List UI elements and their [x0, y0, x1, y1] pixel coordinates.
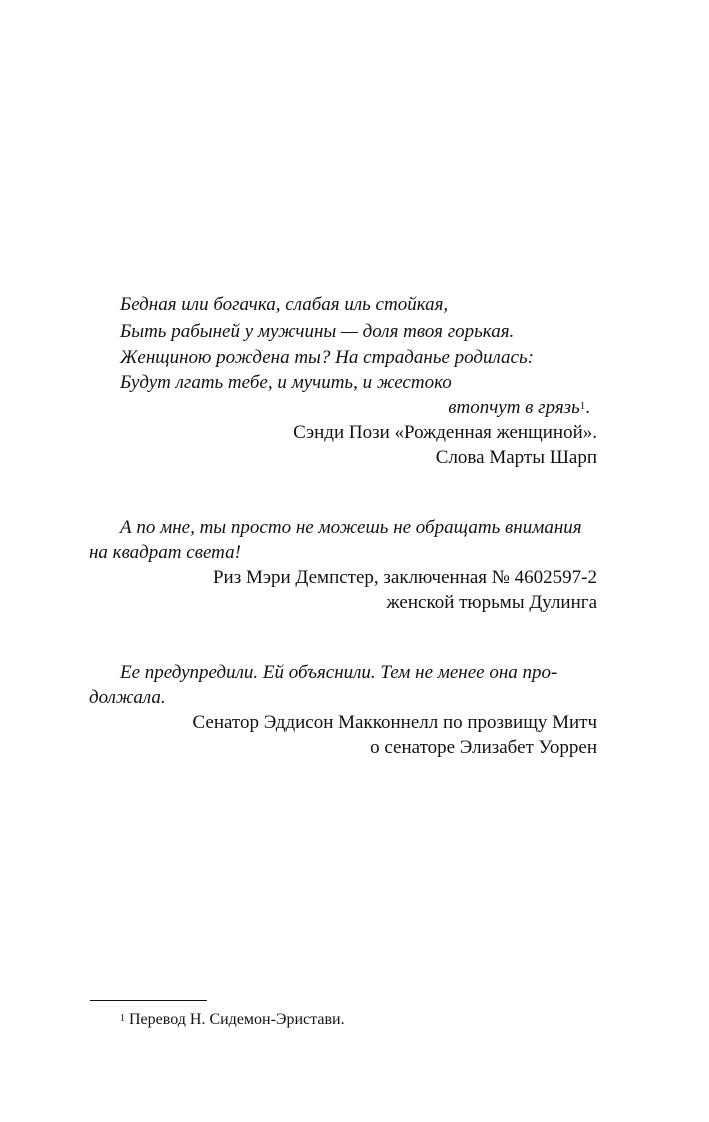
attribution-line-1: Сенатор Эддисон Макконнелл по прозвищу Митч — [192, 712, 597, 733]
verse-line-5-punct: . — [585, 397, 590, 418]
quote-line-1: А по мне, ты просто не можешь не обращать внимания — [120, 517, 582, 538]
verse-line-2: Быть рабыней у мужчины — доля твоя горькая. — [120, 321, 515, 342]
quote-line-2: должала. — [89, 687, 166, 708]
verse-line-5-text: втопчут в грязь — [448, 397, 580, 418]
attribution-line-2: Слова Марты Шарп — [435, 447, 597, 468]
attribution-line-2: о сенаторе Элизабет Уоррен — [370, 737, 597, 758]
verse-line-5 — [448, 396, 590, 420]
quote-line-2: на квадрат света! — [89, 542, 241, 563]
footnote-mark: 1 — [120, 1013, 125, 1024]
footnote — [120, 1010, 345, 1030]
verse-line-4: Будут лгать тебе, и мучить, и жестоко — [120, 372, 452, 393]
verse-line-1: Бедная или богачка, слабая иль стойкая, — [120, 294, 449, 315]
verse-line-3: Женщиною рождена ты? На страданье родилась: — [120, 347, 534, 368]
footnote-text: Перевод Н. Сидемон-Эристави. — [129, 1011, 345, 1028]
attribution-line-2: женской тюрьмы Дулинга — [386, 592, 597, 613]
footnote-divider — [90, 1000, 207, 1001]
footnote-reference: 1 — [579, 400, 586, 412]
attribution-line-1: Сэнди Пози «Рожденная женщиной». — [293, 422, 597, 443]
attribution-line-1: Риз Мэри Демпстер, заключенная № 4602597-2 — [212, 567, 597, 588]
quote-line-1: Ее предупредили. Ей объяснили. Тем не менее она про- — [120, 662, 558, 683]
